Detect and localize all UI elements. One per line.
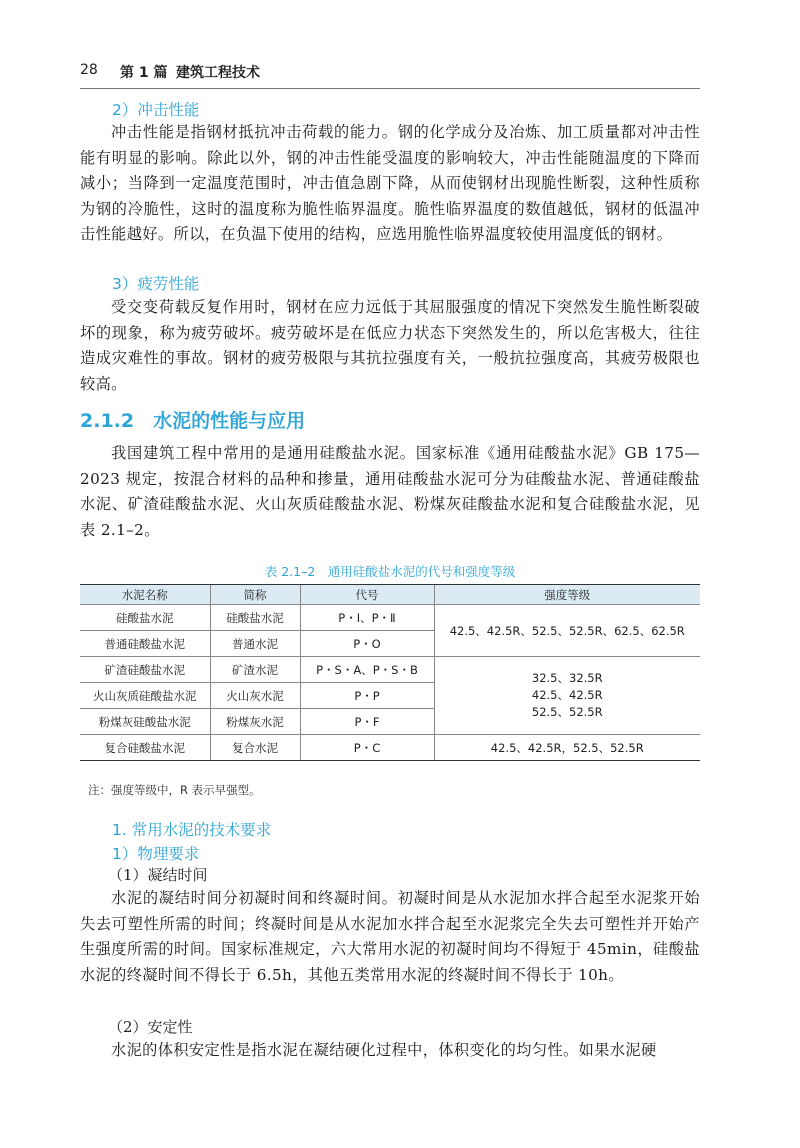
- cement-short: 粉煤灰水泥: [210, 709, 300, 735]
- column-header: 代号: [300, 585, 434, 605]
- grade-line: 32.5、32.5R: [531, 671, 603, 685]
- table-note: 注：强度等级中，R 表示早强型。: [88, 783, 261, 797]
- cement-name: 普通硅酸盐水泥: [80, 631, 210, 657]
- fatigue-heading: 3）疲劳性能: [112, 275, 200, 293]
- impact-heading: 2）冲击性能: [112, 101, 200, 119]
- cement-code: P・S・A、P・S・B: [300, 657, 434, 683]
- cement-name: 硅酸盐水泥: [80, 605, 210, 631]
- chapter-title: 建筑工程技术: [176, 65, 260, 81]
- cement-name: 粉煤灰硅酸盐水泥: [80, 709, 210, 735]
- cement-table: [80, 584, 700, 761]
- column-header: 简称: [210, 585, 300, 605]
- setting-paragraph: 水泥的凝结时间分初凝时间和终凝时间。初凝时间是从水泥加水拌合起至水泥浆开始失去可塑性所需的时间；终凝时间是从水泥加水拌合起至水泥浆完全失去可塑性并开始产生强度所需的时间。国家标准规定，六大常用水泥的初凝时间均不得短于 45min，硅酸盐水泥的终凝时间不得长于 6.5h，其他五类常用水泥的终凝时间不得长于 10h。: [80, 889, 700, 984]
- section-heading: 2.1.2 水泥的性能与应用: [80, 410, 306, 432]
- table-row: [80, 735, 700, 761]
- physical-heading: 1）物理要求: [112, 845, 200, 863]
- cement-code: P・Ⅰ、P・Ⅱ: [300, 605, 434, 631]
- cement-name: 复合硅酸盐水泥: [80, 735, 210, 761]
- cement-code: P・P: [300, 683, 434, 709]
- stability-paragraph: 水泥的体积安定性是指水泥在凝结硬化过程中，体积变化的均匀性。如果水泥硬: [111, 1041, 657, 1059]
- strength-grade-group-1: 42.5、42.5R、52.5、52.5R、62.5、62.5R: [434, 605, 700, 657]
- table-header-row: [80, 585, 700, 605]
- grade-line: 52.5、52.5R: [531, 705, 603, 719]
- stability-heading: （2）安定性: [108, 1018, 193, 1036]
- tech-heading: 1. 常用水泥的技术要求: [112, 821, 272, 839]
- cement-short: 矿渣水泥: [210, 657, 300, 683]
- column-header: 水泥名称: [80, 585, 210, 605]
- header-divider: [80, 88, 700, 89]
- fatigue-paragraph: 受交变荷载反复作用时，钢材在应力远低于其屈服强度的情况下突然发生脆性断裂破坏的现象，称为疲劳破坏。疲劳破坏是在低应力状态下突然发生的，所以危害极大，往往造成灾难性的事故。钢材的疲劳极限与其抗拉强度有关，一般抗拉强度高，其疲劳极限也较高。: [80, 298, 700, 393]
- section-intro: 我国建筑工程中常用的是通用硅酸盐水泥。国家标准《通用硅酸盐水泥》GB 175—2023 规定，按混合材料的品种和掺量，通用硅酸盐水泥可分为硅酸盐水泥、普通硅酸盐水泥、矿渣硅酸盐水泥、火山灰质硅酸盐水泥、粉煤灰硅酸盐水泥和复合硅酸盐水泥，见表 2.1–2。: [80, 444, 700, 539]
- page-header: [80, 62, 700, 86]
- cement-code: P・F: [300, 709, 434, 735]
- grade-line: 42.5、42.5R: [531, 688, 603, 702]
- table-row: [80, 657, 700, 683]
- part-label: 第 1 篇: [120, 65, 168, 81]
- cement-code: P・O: [300, 631, 434, 657]
- table-row: [80, 605, 700, 631]
- cement-name: 矿渣硅酸盐水泥: [80, 657, 210, 683]
- column-header: 强度等级: [434, 585, 700, 605]
- cement-short: 复合水泥: [210, 735, 300, 761]
- cement-name: 火山灰质硅酸盐水泥: [80, 683, 210, 709]
- impact-paragraph: 冲击性能是指钢材抵抗冲击荷载的能力。钢的化学成分及冶炼、加工质量都对冲击性能有明显的影响。除此以外，钢的冲击性能受温度的影响较大，冲击性能随温度的下降而减小；当降到一定温度范围时，冲击值急剧下降，从而使钢材出现脆性断裂，这种性质称为钢的冷脆性，这时的温度称为脆性临界温度。脆性临界温度的数值越低，钢材的低温冲击性能越好。所以，在负温下使用的结构，应选用脆性临界温度较使用温度低的钢材。: [80, 123, 700, 244]
- cement-short: 普通水泥: [210, 631, 300, 657]
- cement-short: 火山灰水泥: [210, 683, 300, 709]
- page-number: 28: [80, 62, 98, 78]
- strength-grade-group-2: [434, 657, 700, 735]
- cement-code: P・C: [300, 735, 434, 761]
- cement-short: 硅酸盐水泥: [210, 605, 300, 631]
- table-caption: 表 2.1–2 通用硅酸盐水泥的代号和强度等级: [264, 564, 516, 579]
- strength-grade-group-3: 42.5、42.5R，52.5、52.5R: [434, 735, 700, 761]
- setting-heading: （1）凝结时间: [108, 866, 208, 884]
